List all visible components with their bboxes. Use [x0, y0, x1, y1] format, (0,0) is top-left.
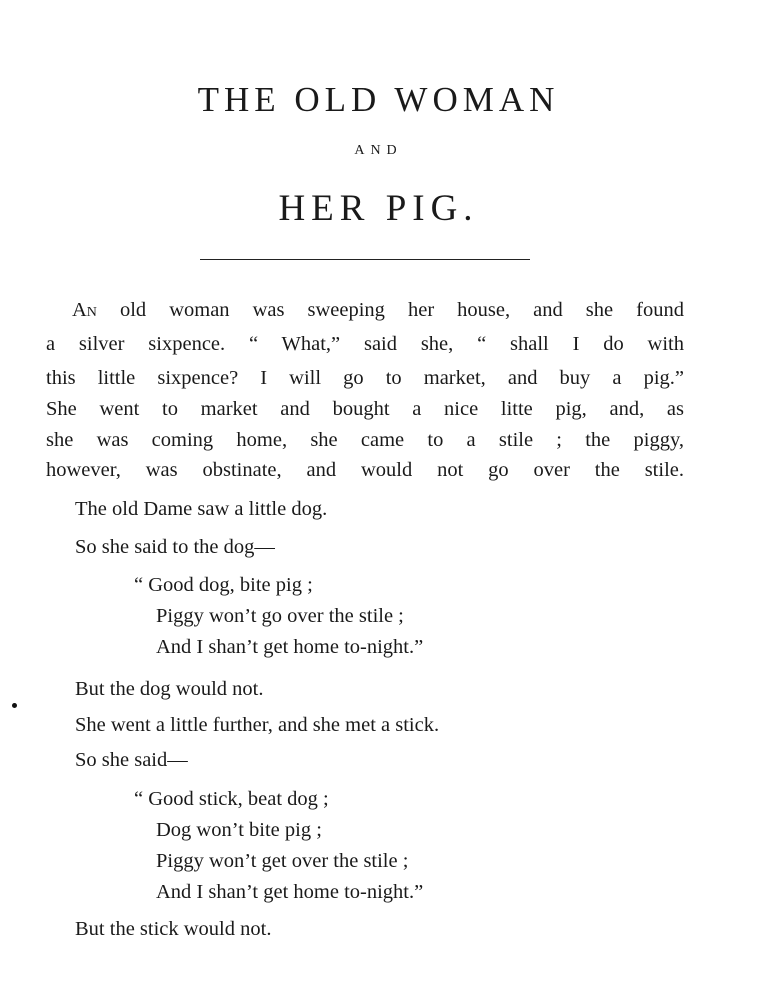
- title-and: AND: [354, 143, 403, 158]
- story-line-1-text: old woman was sweeping her house, and she found: [96, 299, 684, 321]
- stray-mark: [12, 703, 17, 708]
- story-line-5: she was coming home, she came to a stile ; the piggy,: [46, 429, 684, 451]
- story-line-4: She went to market and bought a nice litte pig, and, as: [46, 398, 684, 420]
- so-she-said: So she said—: [75, 749, 188, 771]
- story-line-3: this little sixpence? I will go to market, and buy a pig.”: [46, 367, 684, 389]
- verse-2-line-4: And I shan’t get home to-night.”: [156, 881, 424, 903]
- story-line-6: however, was obstinate, and would not go over the stile.: [46, 459, 684, 481]
- dame-saw-dog: The old Dame saw a little dog.: [75, 498, 328, 520]
- title-divider: [200, 259, 530, 260]
- met-stick: She went a little further, and she met a stick.: [75, 714, 440, 736]
- verse-1-line-2: Piggy won’t go over the stile ;: [156, 605, 404, 627]
- verse-2-line-1: “ Good stick, beat dog ;: [134, 788, 329, 810]
- verse-1-line-1: “ Good dog, bite pig ;: [134, 574, 313, 596]
- story-line-1: [72, 300, 684, 321]
- dog-would-not: But the dog would not.: [75, 678, 264, 700]
- title-main: THE OLD WOMAN: [197, 80, 560, 119]
- title-sub: HER PIG.: [278, 188, 479, 229]
- drop-word: An: [72, 299, 97, 321]
- verse-1-line-3: And I shan’t get home to-night.”: [156, 636, 424, 658]
- story-line-2: a silver sixpence. “ What,” said she, “ shall I do with: [46, 333, 684, 355]
- said-to-dog: So she said to the dog—: [75, 536, 275, 558]
- verse-2-line-3: Piggy won’t get over the stile ;: [156, 850, 409, 872]
- verse-2-line-2: Dog won’t bite pig ;: [156, 819, 322, 841]
- stick-would-not: But the stick would not.: [75, 918, 272, 940]
